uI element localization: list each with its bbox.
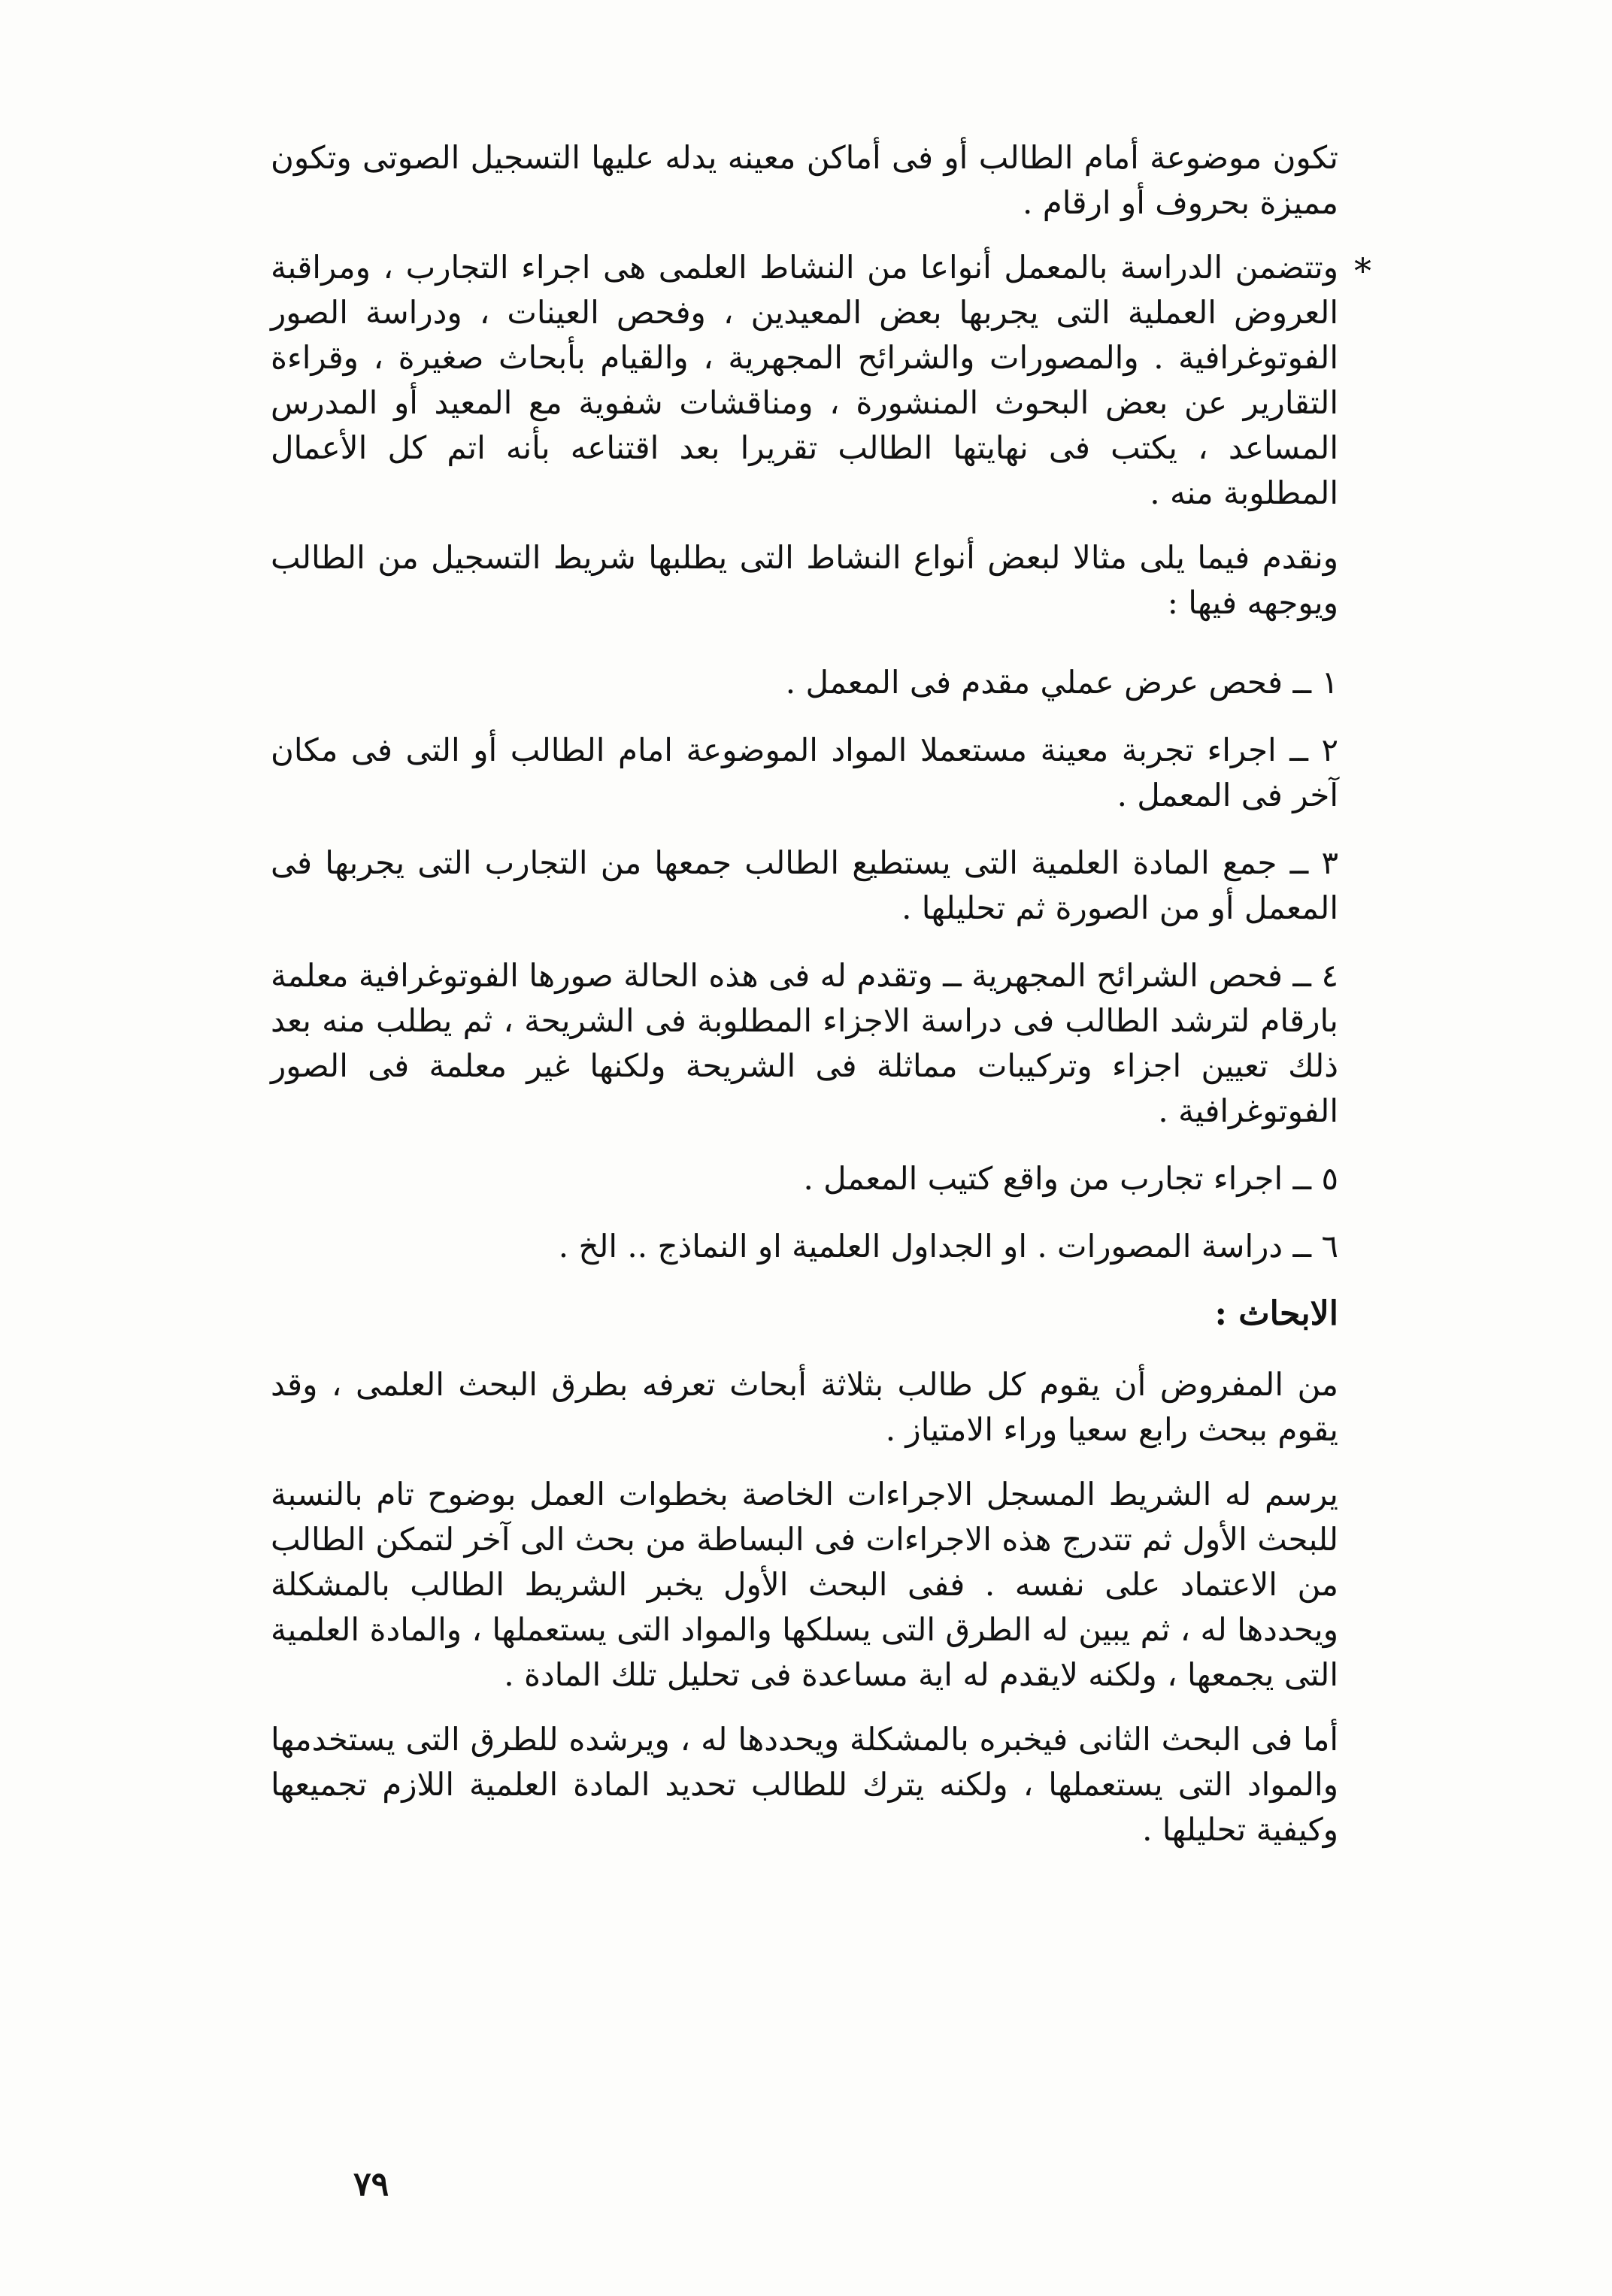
list-item: ٦ ــ دراسة المصورات . او الجداول العلمية او النماذج .. الخ . <box>558 1228 1338 1265</box>
paragraph-second-research: أما فى البحث الثانى فيخبره بالمشكلة ويحددها له ، ويرشده للطرق التى يستخدمها والمواد التى يستعملها ، ولكنه يترك للطالب تحديد المادة العلمية اللازم تجميعها وكيفية تحليلها . <box>271 1721 1338 1848</box>
page-number: ٧٩ <box>353 2165 389 2204</box>
paragraph-intro: تكون موضوعة أمام الطالب أو فى أماكن معينه يدله عليها التسجيل الصوتى وتكون مميزة بحروف أو ارقام . <box>271 139 1338 221</box>
list-item: ٣ ــ جمع المادة العلمية التى يستطيع الطالب جمعها من التجارب التى يجربها فى المعمل أو من الصورة ثم تحليلها . <box>271 844 1338 926</box>
page-body <box>271 135 1371 1872</box>
list-item: ٥ ــ اجراء تجارب من واقع كتيب المعمل . <box>803 1160 1338 1197</box>
list-item: ١ ــ فحص عرض عملي مقدم فى المعمل . <box>785 664 1338 701</box>
paragraph-research-count: من المفروض أن يقوم كل طالب بثلاثة أبحاث تعرفه بطرق البحث العلمى ، وقد يقوم ببحث رابع سعيا وراء الامتياز . <box>271 1366 1338 1448</box>
paragraph-first-research: يرسم له الشريط المسجل الاجراءات الخاصة بخطوات العمل بوضوح تام بالنسبة للبحث الأول ثم تتدرج هذه الاجراءات فى البساطة من بحث الى آخر لتمكن الطالب من الاعتماد على نفسه . ففى البحث الأول يخبر الشريط الطالب بالمشكلة ويحددها له ، ثم يبين له الطرق التى يسلكها والمواد التى يستعملها ، والمادة العلمية التى يجمعها ، ولكنه لايقدم له اية مساعدة فى تحليل تلك المادة . <box>271 1476 1338 1693</box>
asterisk-icon: * <box>1354 250 1371 291</box>
paragraph-example-intro: ونقدم فيما يلى مثالا لبعض أنواع النشاط التى يطلبها شريط التسجيل من الطالب ويوجهه فيها : <box>271 539 1338 621</box>
paragraph-lab-activities <box>271 245 1371 516</box>
list-item: ٢ ــ اجراء تجربة معينة مستعملا المواد الموضوعة امام الطالب أو التى فى مكان آخر فى المعمل . <box>271 732 1338 813</box>
paragraph-lab-activities-text: وتتضمن الدراسة بالمعمل أنواعا من النشاط العلمى هى اجراء التجارب ، ومراقبة العروض العملية التى يجربها بعض المعيدين ، وفحص العينات ، ودراسة الصور الفوتوغرافية . والمصورات والشرائح المجهرية ، والقيام بأبحاث صغيرة ، وقراءة التقارير عن بعض البحوث المنشورة ، ومناقشات شفوية مع المعيد أو المدرس المساعد ، يكتب فى نهايتها الطالب تقريرا بعد اقتناعه بأنه اتم كل الأعمال المطلوبة منه . <box>271 249 1338 511</box>
activity-list <box>271 660 1338 1269</box>
section-heading: الابحاث : <box>1214 1295 1338 1333</box>
list-item: ٤ ــ فحص الشرائح المجهرية ــ وتقدم له فى هذه الحالة صورها الفوتوغرافية معلمة بارقام لترشد الطالب فى دراسة الاجزاء المطلوبة فى الشريحة ، ثم يطلب منه بعد ذلك تعيين اجزاء وتركيبات مماثلة فى الشريحة ولكنها غير معلمة فى الصور الفوتوغرافية . <box>271 957 1338 1129</box>
